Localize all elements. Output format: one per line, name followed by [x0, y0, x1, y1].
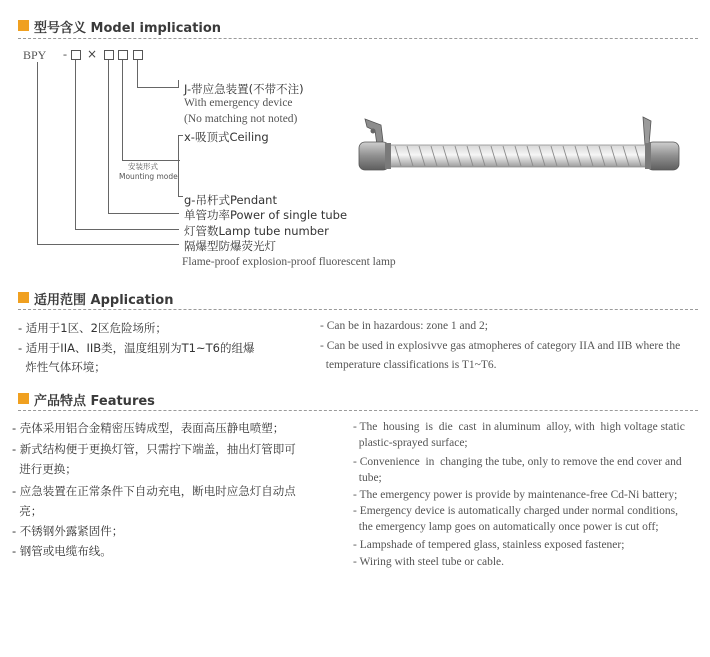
lamp-fixture-image — [355, 115, 685, 190]
section-divider — [18, 410, 698, 411]
model-box-power — [104, 50, 114, 60]
features-cn-line-2: - 新式结构便于更换灯管，只需拧下端盖，抽出灯管即可 — [12, 442, 296, 456]
label-emergency-en: With emergency device — [184, 97, 293, 109]
features-en-line-5: - The emergency power is provide by maintenance-free Cd-Ni battery; — [353, 489, 678, 501]
label-lamp-en: Flame-proof explosion-proof fluorescent lamp — [182, 256, 396, 268]
label-ceiling: x-吸顶式Ceiling — [184, 130, 269, 144]
features-en-line-8: - Lampshade of tempered glass, stainless exposed fastener; — [353, 539, 625, 551]
model-code-dash: - — [63, 47, 67, 61]
label-pendant: g-吊杆式Pendant — [184, 193, 277, 207]
features-en-line-6: - Emergency device is automatically charged under normal conditions, — [353, 505, 678, 517]
model-code-prefix: BPY — [23, 48, 47, 62]
section-square-icon — [18, 393, 29, 404]
section-title-features: 产品特点 Features — [34, 394, 155, 409]
features-en-line-4: tube; — [353, 472, 382, 484]
model-box-tube-number — [71, 50, 81, 60]
model-box-mounting — [118, 50, 128, 60]
label-mounting-cn: 安装形式 — [128, 162, 158, 171]
features-en-line-7: the emergency lamp goes on automatically once power is cut off; — [353, 521, 659, 533]
features-en-line-3: - Convenience in changing the tube, only to remove the end cover and — [353, 456, 682, 468]
label-tube-number: 灯管数Lamp tube number — [184, 224, 329, 238]
features-cn-line-7: - 钢管或电缆布线。 — [12, 544, 112, 558]
label-power: 单管功率Power of single tube — [184, 208, 348, 222]
features-cn-line-5: 亮； — [12, 504, 43, 518]
application-cn-line-1: - 适用于1区、2区危险场所； — [18, 321, 167, 335]
section-divider — [18, 38, 698, 39]
features-cn-line-1: - 壳体采用铝合金精密压铸成型，表面高压静电喷塑； — [12, 421, 285, 435]
features-cn-line-3: 进行更换； — [12, 462, 77, 476]
section-square-icon — [18, 20, 29, 31]
features-en-line-9: - Wiring with steel tube or cable. — [353, 556, 505, 568]
application-en-line-3: temperature classifications is T1~T6. — [320, 359, 497, 371]
label-mounting-en: Mounting mode — [119, 172, 178, 181]
application-cn-line-2: - 适用于IIA、IIB类，温度组别为T1~T6的组爆 — [18, 341, 255, 355]
application-en-line-1: - Can be in hazardous: zone 1 and 2; — [320, 320, 488, 332]
features-en-line-2: plastic-sprayed surface; — [353, 437, 468, 449]
section-divider — [18, 309, 698, 310]
application-cn-line-3: 炸性气体环境； — [18, 360, 106, 374]
model-box-emergency — [133, 50, 143, 60]
label-emergency-note: (No matching not noted) — [184, 113, 298, 125]
features-cn-line-6: - 不锈钢外露紧固件； — [12, 524, 124, 538]
label-emergency-cn: J-带应急装置(不带不注) — [184, 82, 304, 96]
features-cn-line-4: - 应急装置在正常条件下自动充电，断电时应急灯自动点 — [12, 484, 296, 498]
features-en-line-1: - The housing is die cast in aluminum alloy, with high voltage static — [353, 421, 685, 433]
label-lamp-cn: 隔爆型防爆荧光灯 — [184, 239, 276, 253]
application-en-line-2: - Can be used in explosivve gas atmopheres of category IIA and IIB where the — [320, 340, 681, 352]
section-title-application: 适用范围 Application — [34, 293, 174, 308]
section-title-model: 型号含义 Model implication — [34, 21, 222, 36]
model-code-times: × — [87, 47, 98, 61]
section-square-icon — [18, 292, 29, 303]
